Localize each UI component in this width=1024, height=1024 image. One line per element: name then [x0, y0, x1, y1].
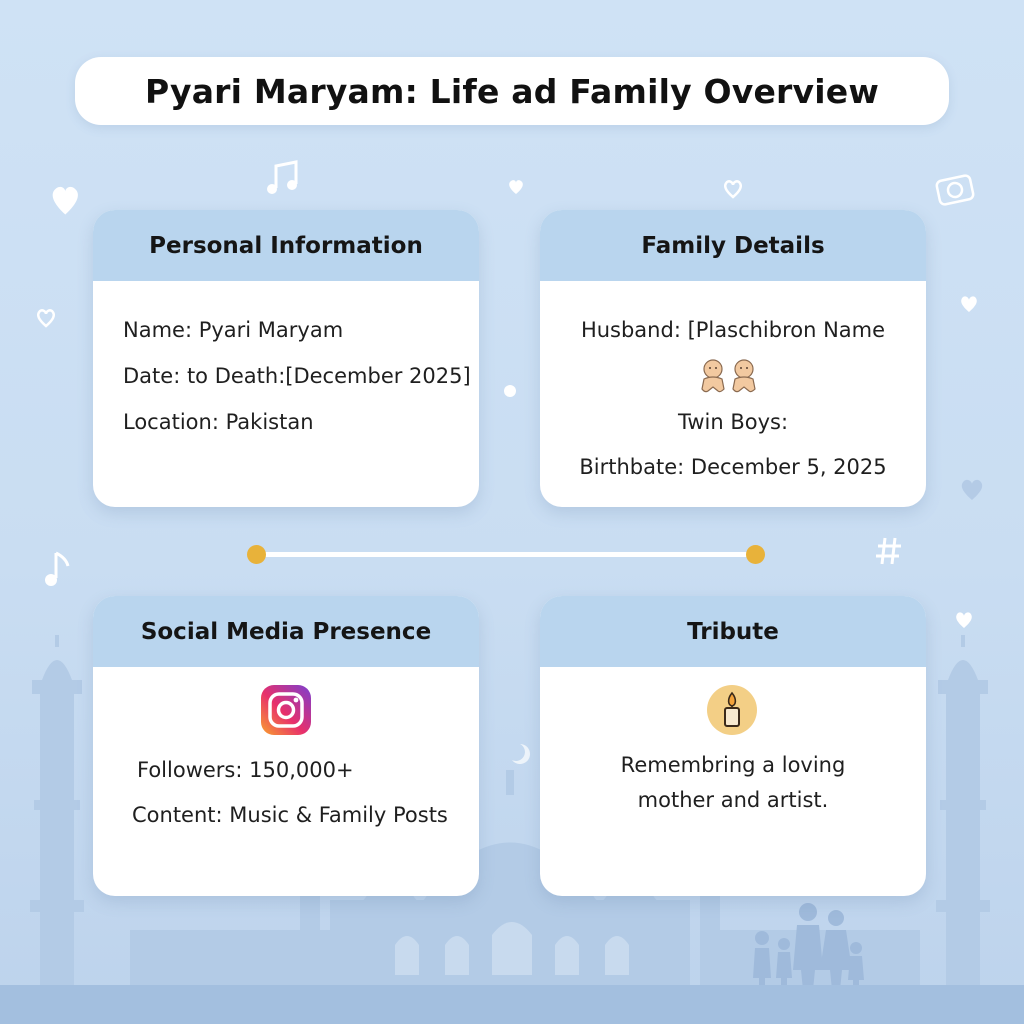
- card-header: [540, 596, 926, 667]
- card-title: Social Media Presence: [140, 618, 432, 645]
- birthdate-text: Birthbate: December 5, 2025: [579, 455, 887, 479]
- card-header: [540, 210, 926, 281]
- family-details-card: [540, 210, 926, 507]
- babies-icon: [698, 357, 760, 397]
- card-header: [93, 596, 479, 667]
- twin-boys-text: Twin Boys:: [677, 410, 789, 434]
- timeline-dot-right: [746, 545, 765, 564]
- card-title: Family Details: [641, 232, 825, 259]
- husband-text: Husband: [Plaschibron Name: [580, 318, 886, 342]
- name-text: Name: Pyari Maryam: [123, 318, 344, 342]
- social-media-card: [93, 596, 479, 896]
- hashtag-icon: [876, 538, 901, 564]
- candle-icon: [706, 684, 758, 736]
- timeline-dot-left: [247, 545, 266, 564]
- location-text: Location: Pakistan: [123, 410, 314, 434]
- title-bar: [75, 57, 949, 125]
- followers-text: Followers: 150,000+: [137, 758, 354, 782]
- instagram-icon[interactable]: [260, 684, 312, 736]
- tribute-line-1: Remembring a loving: [620, 753, 846, 777]
- card-title: Tribute: [687, 618, 779, 645]
- tribute-line-2: mother and artist.: [637, 788, 829, 812]
- tribute-card: [540, 596, 926, 896]
- card-title: Personal Information: [149, 232, 423, 259]
- death-date-text: Date: to Death:[December 2025]: [123, 364, 471, 388]
- timeline-connector: [255, 552, 755, 557]
- page-title: Pyari Maryam: Life ad Family Overview: [144, 71, 880, 111]
- card-header: [93, 210, 479, 281]
- content-text: Content: Music & Family Posts: [132, 803, 448, 827]
- personal-info-card: [93, 210, 479, 507]
